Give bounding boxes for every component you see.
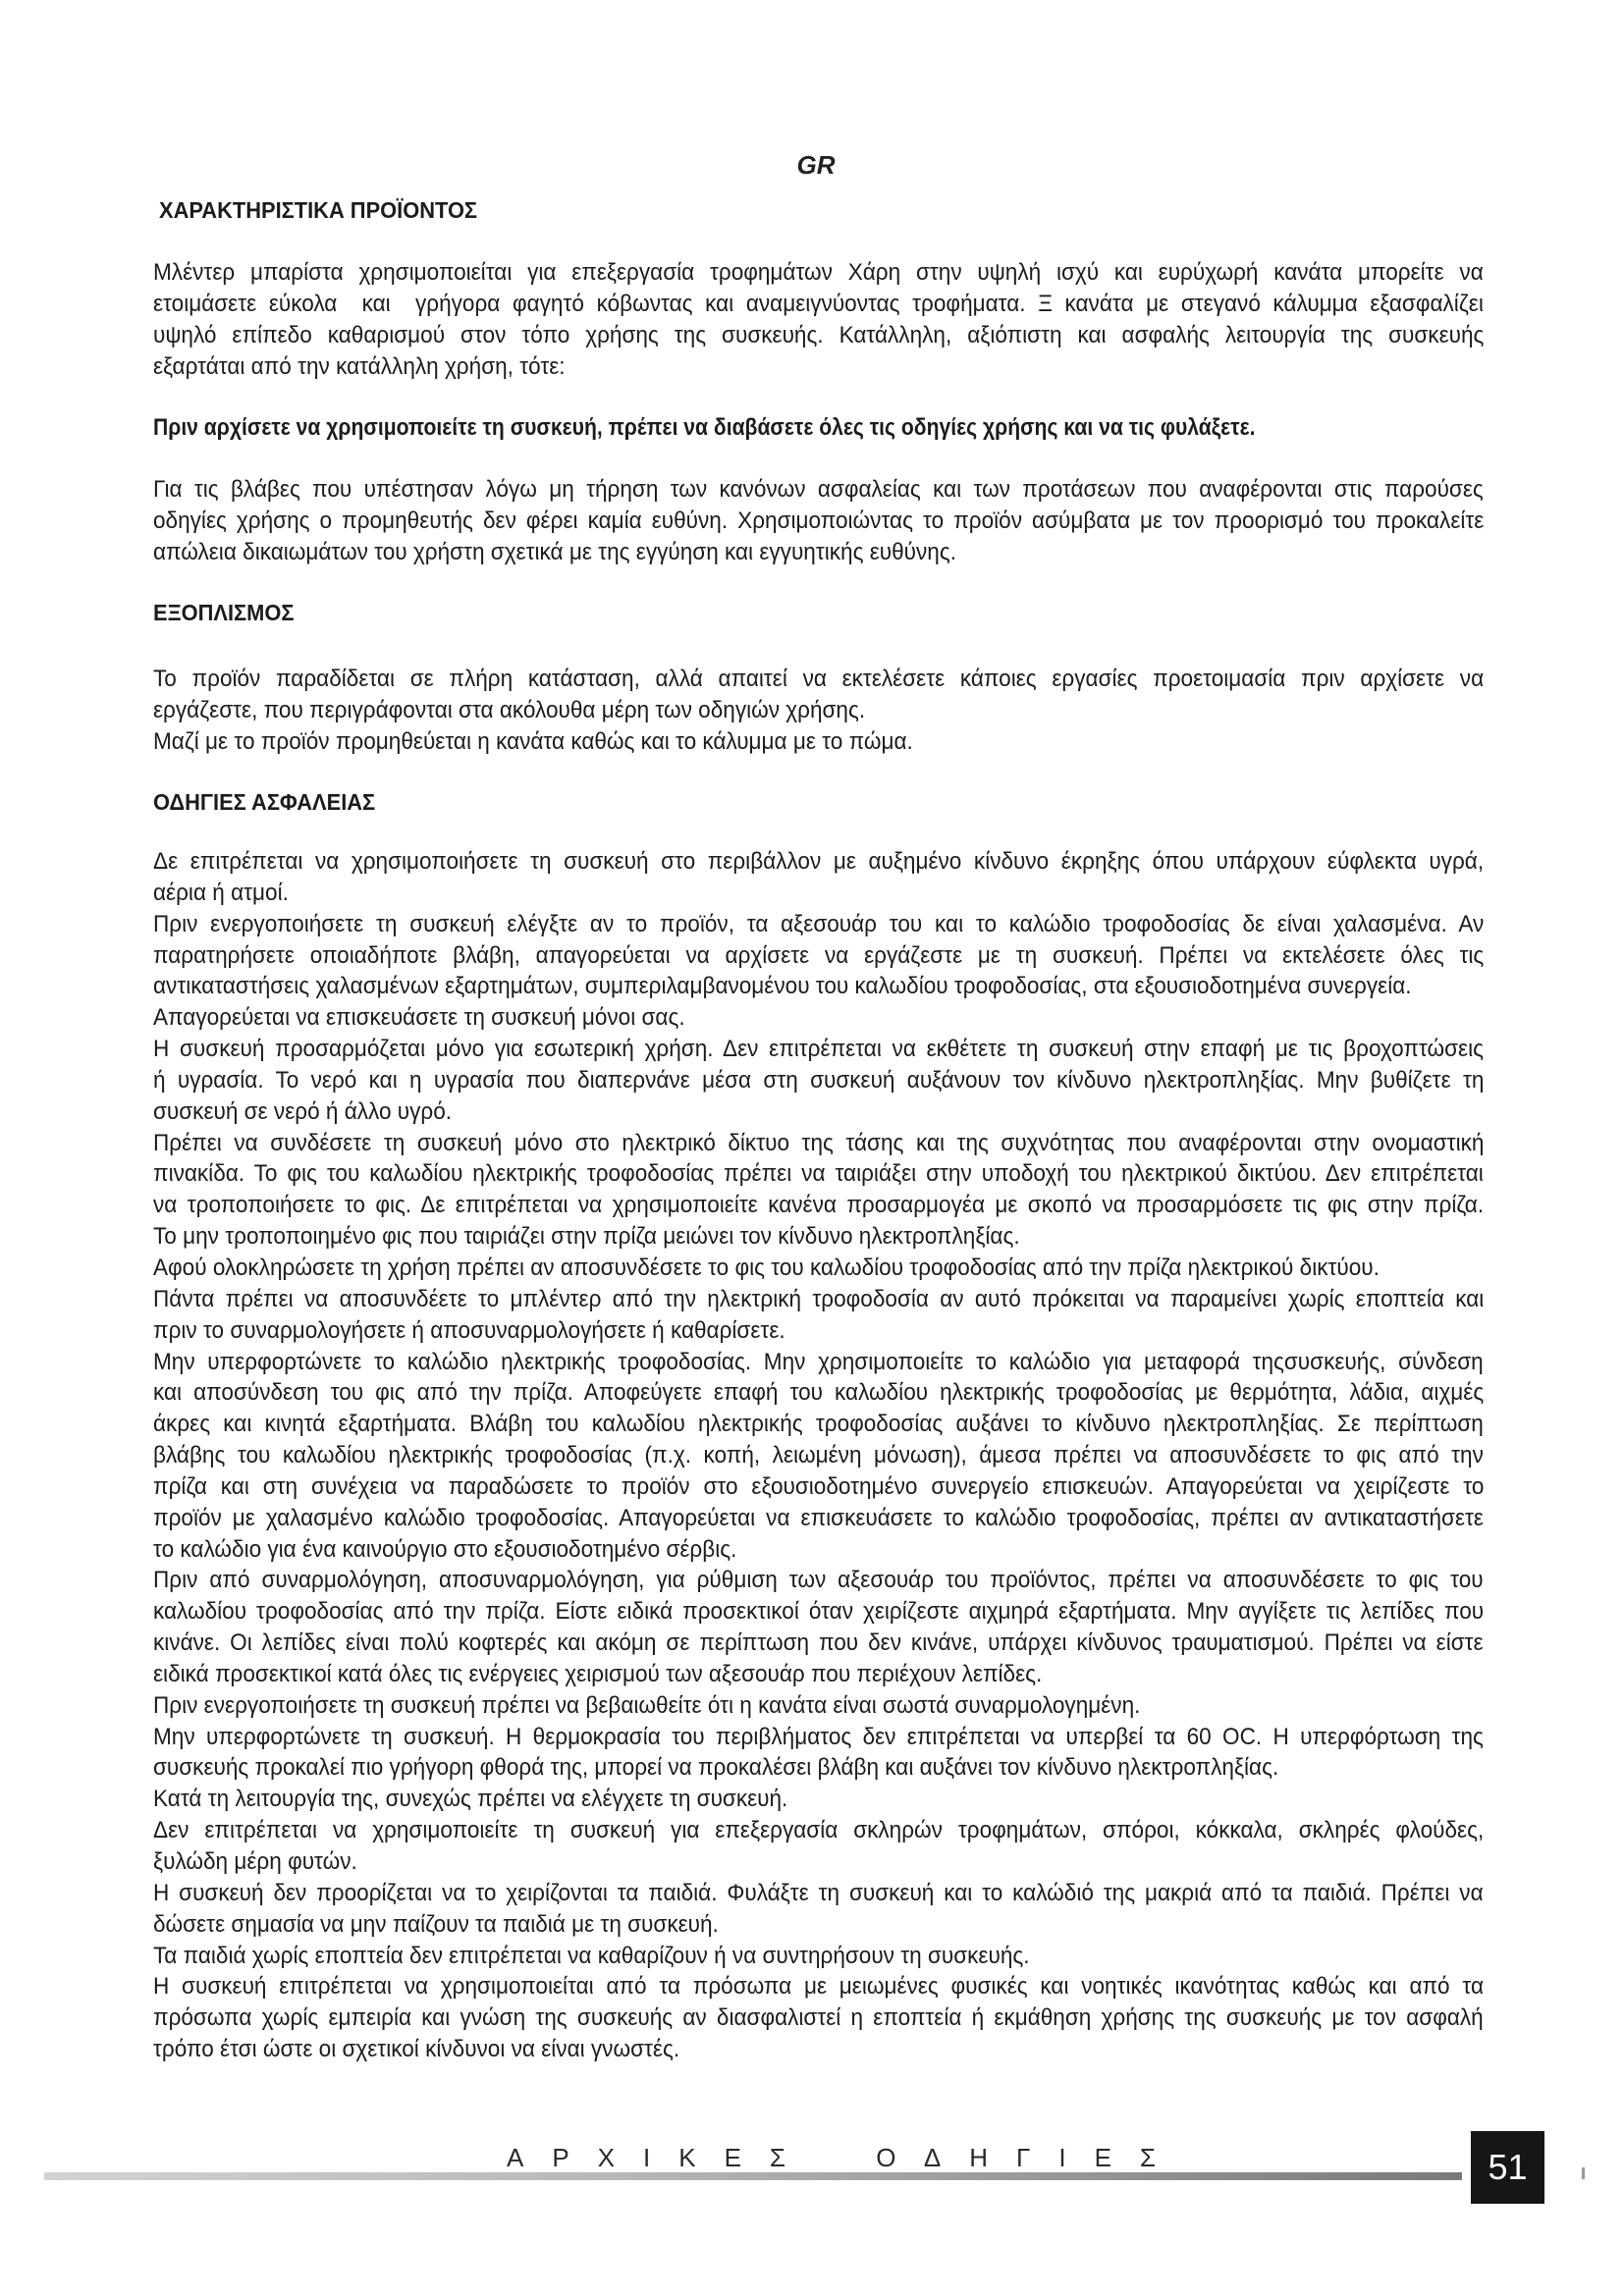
- text-line: [153, 1158, 1484, 1190]
- paragraph: [153, 1722, 1484, 1785]
- text-line-content: εργάζεστε, που περιγράφονται στα ακόλουθα μέρη των οδηγιών χρήσης.: [153, 696, 866, 723]
- text-line: [153, 1503, 1484, 1534]
- footer-section-title: ΑΡΧΙΚΕΣ ΟΔΗΓΙΕΣ: [507, 2143, 1185, 2172]
- text-line-content: υψηλό επίπεδο καθαρισμού στον τόπο χρήσης της συσκευής. Κατάλληλη, αξιόπιστη και ασφαλής λειτουργία της συσκευής: [153, 321, 1485, 348]
- paragraph: [153, 664, 1484, 726]
- paragraph: [153, 1971, 1484, 2065]
- text-line: [153, 1065, 1484, 1096]
- text-line: [153, 1784, 1484, 1815]
- text-line-content: Μλέντερ μπαρίστα χρησιμοποιείται για επεξεργασία τροφημάτων Χάρη στην υψηλή ισχύ και ευρύχωρή κανάτα μπορείτε να: [153, 259, 1484, 286]
- paragraph: [153, 1565, 1484, 1689]
- text-line-content: Πριν ενεργοποιήσετε τη συσκευή ελέγξτε αν το προϊόν, τα αξεσουάρ του και το καλώδιο τροφοδοσίας δε είναι χαλασμένα. Αν: [153, 910, 1485, 937]
- text-line-content: ή υγρασία. Το νερό και η υγρασία που διαπερνάνε μέσα στη συσκευή αυξάνουν τον κίνδυνο ηλεκτροπληξίας. Μην βυθίζετε τη: [153, 1066, 1485, 1094]
- text-line: [153, 664, 1484, 695]
- section-heading-safety: [153, 787, 1484, 819]
- paragraph: [153, 474, 1484, 568]
- text-line: [153, 1253, 1484, 1284]
- liability-text: [153, 474, 1484, 568]
- text-line-content: Η συσκευή επιτρέπεται να χρησιμοποιείται από τα πρόσωπα με μειωμένες φυσικές και νοητικές ικανότητας καθώς και από τα: [153, 1973, 1485, 2001]
- text-line: [153, 1096, 1484, 1128]
- text-line: [153, 1440, 1484, 1471]
- text-line: [153, 1596, 1484, 1628]
- section-heading-equipment: [153, 598, 1484, 629]
- text-line: [153, 412, 1484, 444]
- text-line: [153, 2034, 1484, 2065]
- paragraph: [153, 846, 1484, 909]
- text-line: [153, 1690, 1484, 1722]
- text-line: [153, 940, 1484, 972]
- text-line-content: Δε επιτρέπεται να χρησιμοποιήσετε τη συσκευή στο περιβάλλον με αυξημένο κίνδυνο έκρηξης όπου υπάρχουν εύφλεκτα υγρά,: [153, 848, 1485, 875]
- intro-text: [153, 257, 1484, 382]
- paragraph: [153, 412, 1484, 444]
- paragraph: [153, 1815, 1484, 1878]
- text-line: [153, 1846, 1484, 1878]
- text-line: [153, 351, 1484, 383]
- text-line: [153, 1377, 1484, 1409]
- paragraph: [153, 726, 1484, 758]
- heading-text: ΕΞΟΠΛΙΣΜΟΣ: [153, 600, 295, 625]
- text-line: [153, 1471, 1484, 1503]
- text-line-content: κινάνε. Οι λεπίδες είναι πολύ κοφτερές και ακόμη σε περίπτωση που δεν κινάνε, υπάρχει κίνδυνος τραυματισμού. Πρέπει να είστε: [153, 1629, 1484, 1657]
- text-line: [153, 1659, 1484, 1690]
- text-line-content: άκρες και κινητά εξαρτήματα. Βλάβη του καλωδίου ηλεκτρικής τροφοδοσίας αυξάνει το κίνδυνο ηλεκτροπληξίας. Σε περίπτωση: [153, 1411, 1484, 1438]
- text-line-content: τρόπο έτσι ώστε οι σχετικοί κίνδυνοι να είναι γνωστές.: [153, 2036, 680, 2063]
- text-line: [153, 2002, 1484, 2034]
- heading-text: ΧΑΡΑΚΤΗΡΙΣΤΙΚΑ ΠΡΟΪΟΝΤΟΣ: [159, 197, 478, 223]
- text-line: [153, 1128, 1484, 1159]
- text-line-content: Μην υπερφορτώνετε τη συσκευή. Η θερμοκρασία του περιβλήματος δεν επιτρέπεται να υπερβεί τα 60 OC. Η υπερφόρτωση της: [153, 1723, 1484, 1750]
- text-line-content: Η συσκευή δεν προορίζεται να το χειρίζονται τα παιδιά. Φυλάξτε τη συσκευή και το καλώδιό της μακριά από τα παιδιά. Πρέπει να: [153, 1879, 1484, 1906]
- text-line: [153, 1971, 1484, 2002]
- paragraph: [153, 909, 1484, 1003]
- text-line: [153, 1878, 1484, 1909]
- heading-line: [159, 195, 1489, 227]
- footer-gradient-bar: [44, 2172, 1462, 2180]
- paragraph: [153, 1034, 1484, 1128]
- text-line-content: αέρια ή ατμοί.: [153, 879, 289, 906]
- text-line-content: Η συσκευή προσαρμόζεται μόνο για εσωτερική χρήση. Δεν επιτρέπεται να εκθέτετε τη συσκευή στην επαφή με τις βροχοπτώσεις: [153, 1036, 1484, 1063]
- text-line-content: αντικαταστήσεις χαλασμένων εξαρτημάτων, συμπεριλαμβανομένου του καλωδίου τροφοδοσίας, στα εξουσιοδοτημένα συνεργεία.: [153, 973, 1412, 1000]
- text-line-content: Αφού ολοκληρώσετε τη χρήση πρέπει αν αποσυνδέσετε το φις του καλωδίου τροφοδοσίας από την πρίζα ηλεκτρικού δικτύου.: [153, 1254, 1380, 1281]
- text-line: [153, 971, 1484, 1002]
- text-line: [153, 320, 1484, 351]
- text-line: [153, 695, 1484, 726]
- text-line-content: και αποσύνδεση του φις από την πρίζα. Αποφεύγετε επαφή του καλωδίου ηλεκτρικής τροφοδοσίας με θερμότητα, λάδια, αιχμές: [153, 1379, 1485, 1407]
- text-line: [153, 1190, 1484, 1221]
- page-number: 51: [1471, 2131, 1544, 2204]
- paragraph: [153, 1284, 1484, 1347]
- text-line: [153, 846, 1484, 878]
- text-line-content: Πάντα πρέπει να αποσυνδέετε το μπλέντερ από την ηλεκτρική τροφοδοσία αν αυτό πρόκειται να παραμείνει χωρίς εποπτεία και: [153, 1285, 1485, 1312]
- text-line-content: εξαρτάται από την κατάλληλη χρήση, τότε:: [153, 352, 566, 380]
- text-line-content: προϊόν με χαλασμένο καλώδιο τροφοδοσίας. Απαγορεύεται να επισκευάσετε το καλώδιο τροφοδοσίας, πρέπει αν αντικαταστήσετε: [153, 1504, 1484, 1531]
- paragraph: [153, 1784, 1484, 1815]
- text-line: [153, 1941, 1484, 1972]
- text-line: [153, 726, 1484, 758]
- text-line: [153, 1909, 1484, 1941]
- text-line: [153, 878, 1484, 909]
- text-line: [153, 1221, 1484, 1253]
- text-line-content: πρόσωπα χωρίς εμπειρία και γνώση της συσκευής αν διασφαλιστεί η εποπτεία ή εκμάθηση χρήσης της συσκευής με τον ασφαλή: [153, 2004, 1484, 2032]
- page-edge-mark: [1582, 2167, 1585, 2179]
- text-line: [153, 1002, 1484, 1034]
- text-line: [153, 1628, 1484, 1659]
- paragraph: [153, 257, 1484, 382]
- text-line-content: πριν το συναρμολογήσετε ή αποσυναρμολογήσετε ή καθαρίσετε.: [153, 1316, 785, 1344]
- text-line: [153, 474, 1484, 506]
- text-line-content: Πριν αρχίσετε να χρησιμοποιείτε τη συσκευή, πρέπει να διαβάσετε όλες τις οδηγίες χρήσης και να τις φυλάξετε.: [153, 414, 1256, 441]
- text-line-content: Το μην τροποποιημένο φις που ταιριάζει στην πρίζα μειώνει τον κίνδυνο ηλεκτροπληξίας.: [153, 1223, 1020, 1251]
- paragraph: [153, 1690, 1484, 1722]
- heading-line: [153, 787, 1484, 819]
- section-heading-product-features: [159, 195, 1489, 227]
- equipment-text: [153, 664, 1484, 758]
- text-line-content: Απαγορεύεται να επισκευάσετε τη συσκευή μόνοι σας.: [153, 1004, 685, 1032]
- text-line-content: Το προϊόν παραδίδεται σε πλήρη κατάσταση, αλλά απαιτεί να εκτελέσετε κάποιες εργασίες προετοιμασία πριν αρχίσετε να: [153, 666, 1485, 692]
- text-line: [153, 1534, 1484, 1566]
- text-line-content: οδηγίες χρήσης ο προμηθευτής δεν φέρει καμία ευθύνη. Χρησιμοποιώντας το προϊόν ασύμβατα με τον προορισμό του προκαλείτε: [153, 507, 1485, 534]
- text-line: [153, 1722, 1484, 1753]
- text-line: [153, 1347, 1484, 1378]
- text-line-content: καλωδίου τροφοδοσίας από την πρίζα. Είστε ειδικά προσεκτικοί όταν χειρίζεστε αιχμηρά εξαρτήματα. Μην αγγίξετε τις λεπίδες που: [153, 1598, 1485, 1626]
- text-line-content: Τα παιδιά χωρίς εποπτεία δεν επιτρέπεται να καθαρίζουν ή να συντηρήσουν τη συσκευής.: [153, 1942, 1030, 1969]
- text-line-content: παρατηρήσετε οποιαδήποτε βλάβη, απαγορεύεται να αρχίσετε να εργάζεστε με τη συσκευή. Πρέπει να εκτελέσετε όλες τις: [153, 941, 1485, 969]
- text-line-content: βλάβης του καλωδίου ηλεκτρικής τροφοδοσίας (π.χ. κοπή, λειωμένη μόνωση), άμεσα πρέπει να αποσυνδέσετε το φις από την: [153, 1442, 1484, 1469]
- text-line-content: το καλώδιο για ένα καινούργιο στο εξουσιοδοτημένο σέρβις.: [153, 1535, 737, 1563]
- safety-instructions: [153, 846, 1484, 2065]
- text-line-content: Για τις βλάβες που υπέστησαν λόγω μη τήρηση των κανόνων ασφαλείας και των προτάσεων που αναφέρονται στις παρούσες: [153, 476, 1484, 503]
- text-line-content: Πρέπει να συνδέσετε τη συσκευή μόνο στο ηλεκτρικό δίκτυο της τάσης και της συχνότητας που αναφέρονται στην ονομαστική: [153, 1129, 1485, 1156]
- paragraph: [153, 1941, 1484, 1972]
- text-line: [153, 1409, 1484, 1440]
- language-code: GR: [796, 150, 836, 180]
- text-line-content: Πριν από συναρμολόγηση, αποσυναρμολόγηση, για ρύθμιση των αξεσουάρ του προϊόντος, πρέπει να αποσυνδέσετε το φις του: [153, 1567, 1484, 1594]
- read-instructions-notice: [153, 412, 1484, 444]
- text-line-content: Μαζί με το προϊόν προμηθεύεται η κανάτα καθώς και το κάλυμμα με το πώμα.: [153, 727, 913, 755]
- text-line-content: πρίζα και στη συνέχεια να παραδώσετε το προϊόν στο εξουσιοδοτημένο συνεργείο επισκευών. Απαγορεύεται να χειρίζεστε το: [153, 1472, 1485, 1500]
- text-line: [153, 1815, 1484, 1846]
- text-line-content: Πριν ενεργοποιήσετε τη συσκευή πρέπει να βεβαιωθείτε ότι η κανάτα είναι σωστά συναρμολογημένη.: [153, 1691, 1141, 1719]
- text-line-content: Κατά τη λειτουργία της, συνεχώς πρέπει να ελέγχετε τη συσκευή.: [153, 1786, 788, 1813]
- text-line-content: ξυλώδη μέρη φυτών.: [153, 1848, 357, 1875]
- text-line: [153, 257, 1484, 289]
- text-line-content: Δεν επιτρέπεται να χρησιμοποιείτε τη συσκευή για επεξεργασία σκληρών τροφημάτων, σπόροι, κόκκαλα, σκληρές φλούδες,: [153, 1817, 1485, 1844]
- text-line: [153, 909, 1484, 940]
- text-line: [153, 506, 1484, 537]
- text-line: [153, 1315, 1484, 1347]
- text-line-content: συσκευής προκαλεί πιο γρήγορη φθορά της, μπορεί να προκαλέσει βλάβη και αυξάνει τον κίνδυνο ηλεκτροπληξίας.: [153, 1754, 1279, 1782]
- paragraph: [153, 1253, 1484, 1284]
- paragraph: [153, 1002, 1484, 1034]
- text-line-content: ετοιμάσετε εύκολα και γρήγορα φαγητό κόβωντας και αναμειγνύοντας τροφήματα. Ξ κανάτα με στεγανό κάλυμμα εξασφαλίζει: [153, 290, 1484, 317]
- paragraph: [153, 1347, 1484, 1566]
- paragraph: [153, 1878, 1484, 1941]
- text-line: [153, 1565, 1484, 1596]
- heading-line: [153, 598, 1484, 629]
- text-line-content: ειδικά προσεκτικοί κατά όλες τις ενέργειες χειρισμού των αξεσουάρ που περιέχουν λεπίδες.: [153, 1660, 1043, 1687]
- text-line: [153, 1034, 1484, 1065]
- text-line-content: Μην υπερφορτώνετε το καλώδιο ηλεκτρικής τροφοδοσίας. Μην χρησιμοποιείτε το καλώδιο για μεταφορά τηςσυσκευής, σύνδεση: [153, 1348, 1484, 1375]
- text-line: [153, 289, 1484, 320]
- heading-text: ΟΔΗΓΙΕΣ ΑΣΦΑΛΕΙΑΣ: [153, 789, 376, 815]
- text-line-content: να τροποποιήσετε το φις. Δε επιτρέπεται να χρησιμοποιείτε κανένα προσαρμογέα με σκοπό να προσαρμόσετε τις φις στην πρίζα.: [153, 1192, 1485, 1219]
- text-line: [153, 1752, 1484, 1784]
- text-line: [153, 1284, 1484, 1315]
- paragraph: [153, 1128, 1484, 1253]
- text-line-content: απώλεια δικαιωμάτων του χρήστη σχετικά με της εγγύηση και εγγυητικής ευθύνης.: [153, 538, 956, 565]
- text-line-content: πινακίδα. Το φις του καλωδίου ηλεκτρικής τροφοδοσίας πρέπει να ταιριάξει στην υποδοχή του ηλεκτρικού δικτύου. Δεν επιτρέπεται: [153, 1160, 1484, 1188]
- text-line-content: δώσετε σημασία να μην παίζουν τα παιδιά με τη συσκευή.: [153, 1910, 719, 1938]
- text-line-content: συσκευή σε νερό ή άλλο υγρό.: [153, 1097, 453, 1125]
- text-line: [153, 537, 1484, 568]
